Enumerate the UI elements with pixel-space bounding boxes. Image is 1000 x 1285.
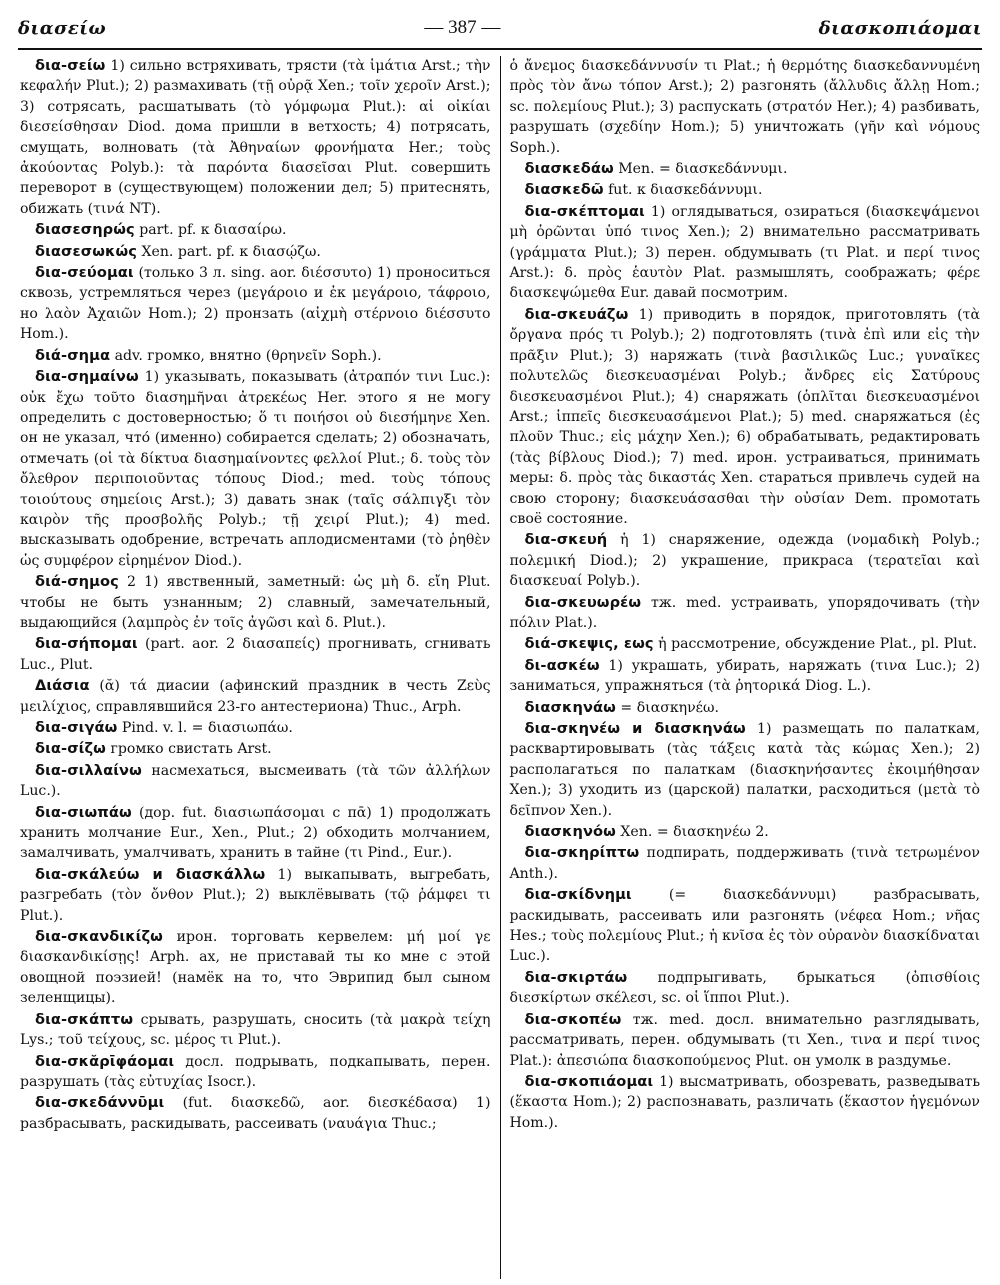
entry-headword: διά-σημος xyxy=(35,573,119,591)
entry-headword: διασκεδάω xyxy=(524,160,614,178)
entry-definition: (part. aor. 2 διασαπείς) прогнивать, сгнивать Luc., Plut. xyxy=(20,636,491,673)
entry-headword: δια-σκηρίπτω xyxy=(524,844,640,862)
entry-definition: Men. = διασκεδάννυμι. xyxy=(613,161,788,178)
dictionary-entry xyxy=(20,56,491,219)
dictionary-entry xyxy=(510,822,981,842)
page-number: — 387 — xyxy=(424,17,501,38)
dictionary-entry xyxy=(510,56,981,158)
entry-headword: Διάσια xyxy=(35,677,90,695)
dictionary-entry xyxy=(510,968,981,1009)
entry-headword: δια-σιγάω xyxy=(35,719,118,736)
entry-definition: 1) приводить в порядок, приготовлять (τὰ ὄργανα πρός τι Polyb.); 2) подготовлять (τινὰ ἐπὶ или εἰς τὴν πρᾶξιν Plut.); 3) наряжать (τινὰ βασιλικῶς Luc.; γυναῖκες πολυτελῶς διεσκευασμέναι Polyb.; ἄνδρες εἰς Σατύρους διεσκευασμένοι Plut.); 4) снаряжать (ὁπλῖται διεσκευασμένοι Arst.; ἱππεῖς διεσκευασάμενοι Plat.); 5) med. снаряжаться (ἐς πλοῦν Thuc.; εἰς μάχην Xen.); 6) обрабатывать, редактировать (τὰς βίβλους Diod.); 7) med. ирон. устраиваться, принимать меры: δ. πρὸς τὰς δικαστάς Xen. стараться привлечь судей на свою сторону; διασκευάσασθαι τὴν οὐσίαν Dem. промотать своё состояние. xyxy=(509,306,980,527)
entry-definition: (ᾰ) τά диасии (афинский праздник в честь Ζεὺς μειλίχιος, справлявшийся 23-го антестериона) Thuc., Arph. xyxy=(20,678,491,715)
entry-definition: подпрыгивать, брыкаться (ὀπισθίοις διεσκίρτων σκέλεσι, sc. οἱ ἵπποι Plut.). xyxy=(509,969,980,1007)
entry-headword: δια-σιωπάω xyxy=(35,803,132,821)
entry-definition: ἡ рассмотрение, обсуждение Plat., pl. Plut. xyxy=(653,636,977,653)
dictionary-entry xyxy=(510,843,981,884)
entry-definition: срывать, разрушать, сносить (τὰ μακρὰ τείχη Lys.; τοῦ τείχους, sc. μέρος τι Plut.). xyxy=(20,1011,491,1049)
entry-definition: ὁ ἄνεμος διασκεδάννυσίν τι Plat.; ἡ θερμότης διασκεδαννυμένη πρὸς τὸν ἄνω τόπον Arst.); 2) разгонять (ἄλλυδις ἄλλῃ Hom.; sc. πολεμίους Plut.); 3) распускать (στρατόν Her.); 4) разбивать, разрушать (σχεδίην Hom.); 5) уничтожать (γῆν καὶ νόμους Soph.). xyxy=(509,58,980,156)
entry-headword: δια-σκέπτομαι xyxy=(524,202,645,220)
entry-definition: тж. med. досл. внимательно разглядывать, рассматривать, перен. обдумывать (τι Xen., τινα и περί τινος Plat.): ἀπεσιώπα διασκοπούμενος Plut. он умолк в раздумье. xyxy=(509,1011,980,1069)
entry-headword: δια-σκευωρέω xyxy=(524,593,642,611)
dictionary-entry xyxy=(510,885,981,967)
entry-definition: 1) высматривать, обозревать, разведывать (ἕκαστα Hom.); 2) распознавать, различать (ἕκαστον ἡγεμόνων Hom.). xyxy=(509,1073,980,1131)
entry-headword: δια-σκοπιάομαι xyxy=(524,1072,654,1090)
entry-headword: διασεσηρώς xyxy=(35,221,135,239)
entry-headword: δια-σκίδνημι xyxy=(524,886,632,904)
dictionary-entry xyxy=(510,530,981,591)
running-head-left: διασείω xyxy=(18,17,107,39)
dictionary-entry xyxy=(20,242,491,262)
entry-definition: Xen. = διασκηνέω 2. xyxy=(615,824,769,841)
entry-headword: διασκηνόω xyxy=(524,823,616,841)
entry-headword: δια-σεύομαι xyxy=(35,264,134,282)
entry-headword: δια-σίζω xyxy=(35,740,106,758)
entry-definition: (fut. διασκεδῶ, aor. διεσκέδασα) 1) разбрасывать, раскидывать, рассеивать (ναυάγια Thuc.; xyxy=(20,1095,491,1132)
entry-headword: δια-σκάπτω xyxy=(35,1010,134,1028)
entry-headword: δια-σημαίνω xyxy=(35,368,139,386)
entry-definition: (дор. fut. διασιωπάσομαι с πᾱ) 1) продолжать хранить молчание Eur., Xen., Plut.; 2) обходить молчанием, замалчивать, умалчивать, хранить в тайне (τι Pind., Eur.). xyxy=(20,804,491,862)
entry-headword: δια-σήπομαι xyxy=(35,635,138,653)
dictionary-entry xyxy=(20,739,491,759)
entry-definition: (только 3 л. sing. aor. διέσσυτο) 1) проноситься сквозь, устремляться через (μεγάροιο и ἐκ μεγάροιο, τάφροιο, но λαὸν Ἀχαιῶν Hom.); 2) пронзать (αἰχμὴ στέρνοιο διέσσυτο Hom.). xyxy=(20,265,491,343)
dictionary-entry xyxy=(510,634,981,654)
dictionary-entry xyxy=(20,263,491,345)
entry-headword: διασεσωκώς xyxy=(35,242,137,260)
page-header xyxy=(18,8,982,50)
entry-headword: δια-σκευή xyxy=(524,531,608,549)
entry-headword: δια-σκιρτάω xyxy=(524,968,628,986)
dictionary-entry xyxy=(510,593,981,634)
dictionary-entry xyxy=(20,1052,491,1093)
entry-definition: = διασκηνέω. xyxy=(615,699,719,716)
dictionary-entry xyxy=(20,367,491,571)
dictionary-entry xyxy=(510,698,981,718)
entry-definition: 1) размещать по палаткам, расквартировывать (τὰς τάξεις κατὰ τὰς κώμας Xen.); 2) располагаться по палаткам (διασκηνήσαντες ἐκοιμήθησαν Xen.); 3) уходить из (царской) палатки, расходиться (μετὰ τὸ δεῖπνον Xen.). xyxy=(509,721,980,819)
entry-headword: δια-σκοπέω xyxy=(524,1010,622,1028)
dictionary-entry xyxy=(20,803,491,864)
entry-headword: διασκηνάω xyxy=(524,698,616,716)
entry-definition: досл. подрывать, подкапывать, перен. разрушать (τὰς εὐτυχίας Isocr.). xyxy=(20,1053,491,1090)
entry-headword: διασκεδῶ xyxy=(524,181,604,199)
dictionary-entry xyxy=(510,180,981,200)
dictionary-entry xyxy=(20,634,491,675)
entry-headword: δια-σκᾰρῑφάομαι xyxy=(35,1052,175,1070)
entry-headword: δια-σείω xyxy=(35,57,106,74)
dictionary-entry xyxy=(510,305,981,529)
entry-definition: ἡ 1) снаряжение, одежда (νομαδικὴ Polyb.; πολεμική Diod.); 2) украшение, прикраса (τερατεῖαι καὶ διασκευαί Polyb.). xyxy=(509,532,980,590)
right-column xyxy=(501,56,983,1279)
entry-headword: δια-σκανδικίζω xyxy=(35,928,163,946)
entry-definition: Xen. part. pf. к διασῴζω. xyxy=(136,243,321,260)
entry-definition: fut. к διασκεδάννυμι. xyxy=(603,182,763,199)
dictionary-entry xyxy=(510,1072,981,1133)
dictionary-entry xyxy=(510,159,981,179)
entry-definition: 1) указывать, показывать (ἀτραπόν τινι Luc.): οὐκ ἔχω τοῦτο διασημῆναι ἀτρεκέως Her. этого я не могу определить с достоверностью; ὅ τι ποιήσοι οὐ διεσήμηνε Xen. он не указал, что́ (именно) собирается сделать; 2) обозначать, отмечать (οἱ τὰ δίκτυα διασημαίνοντες φελλοί Plut.; δ. τοὺς τὸν ὄλεθρον περιποιοῦντας τόπους Diod.; med. τοὺς τόπους τοιούτους σημείοις Arst.); 3) давать знак (ταῖς σάλπιγξι τὸν καιρὸν τῆς προσβολῆς Polyb.; τῇ χειρί Plut.); 4) med. высказывать одобрение, встречать аплодисментами (τὸ ῥηθὲν ὡς συμφέρον εἰρημένον Diod.). xyxy=(20,369,491,569)
entry-definition: 1) украшать, убирать, наряжать (τινα Luc.); 2) заниматься, упражняться (τὰ ῥητορικά Diog. L.). xyxy=(509,657,980,695)
entry-headword: δια-σκηνέω и διασκηνάω xyxy=(524,720,746,737)
entry-definition: 1) выкапывать, выгребать, разгребать (τὸν ὄνθον Plut.); 2) выклёвывать (τῷ ῥάμφει τι Plut.). xyxy=(20,866,491,924)
dictionary-entry xyxy=(510,656,981,697)
entry-definition: 1) оглядываться, озираться (διασκεψάμενοι μὴ ὁρῶνται ὑπό τινος Xen.); 2) внимательно рассматривать (γράμματα Plut.); 3) перен. обдумывать (τι Plat. и περί τινος Arst.): δ. πρὸς ἑαυτὸν Plat. размышлять, соображать; φέρε διασκεψώμεθα Eur. давай посмотрим. xyxy=(509,203,980,302)
entry-headword: δια-σκεδάννῡμι xyxy=(35,1094,165,1112)
dictionary-entry xyxy=(510,202,981,304)
dictionary-entry xyxy=(20,1010,491,1051)
entry-definition: adv. громко, внятно (θρηνεῖν Soph.). xyxy=(110,347,382,364)
dictionary-entry xyxy=(20,220,491,240)
dictionary-entry xyxy=(20,718,491,738)
entry-headword: δια-σιλλαίνω xyxy=(35,761,142,779)
entry-definition: подпирать, поддерживать (τινὰ τετρωμένον Anth.). xyxy=(509,845,980,882)
dictionary-entry xyxy=(20,1093,491,1134)
entry-headword: διά-σημα xyxy=(35,346,111,364)
running-head-right: διασκοπιάομαι xyxy=(818,17,982,39)
entry-definition: 2 1) явственный, заметный: ὡς μὴ δ. εἴη Plut. чтобы не быть узнанным; 2) славный, замечательный, выдающийся (λαμπρὸς ἐν τοῖς ἀγῶσι καὶ δ. Plut.). xyxy=(20,574,491,631)
dictionary-columns xyxy=(18,56,982,1279)
dictionary-entry xyxy=(20,346,491,366)
entry-definition: громко свистать Arst. xyxy=(105,741,272,758)
entry-headword: δι-ασκέω xyxy=(524,656,600,674)
entry-definition: 1) сильно встряхивать, трясти (τὰ ἱμάτια Arst.; τὴν κεφαλήν Plut.); 2) размахивать (τῇ οὐρᾷ Xen.; τοῖν χεροῖν Arst.); 3) сотрясать, расшатывать (τὸ γόμφωμα Plut.): αἱ οἰκίαι διεσείσθησαν Diod. дома пришли в ветхость; 4) потрясать, смущать, волновать (τὰ Ἀθηναίων φρονήματα Her.; τοὺς ἀκούοντας Polyb.): τὰ παρόντα διασεῖσαι Plut. совершить переворот в (существующем) положении дел; 5) притеснять, обижать (τινά NT). xyxy=(20,58,491,217)
left-column xyxy=(18,56,500,1279)
entry-definition: ирон. торговать кервелем: μή μοί γε διασκανδικίσῃς! Arph. ах, не приставай ты ко мне с этой овощной поэзией! (намёк на то, что Эврипид был сыном зеленщицы). xyxy=(20,929,491,1007)
dictionary-entry xyxy=(20,865,491,926)
dictionary-entry xyxy=(510,1010,981,1071)
dictionary-entry xyxy=(20,761,491,802)
entry-definition: Pind. v. l. = διασιωπάω. xyxy=(117,720,293,736)
entry-definition: (= διασκεδάννυμι) разбрасывать, раскидывать, рассеивать или разгонять (νέφεα Hom.; νῆας Hes.; τοὺς πολεμίους Plut.; ἡ κνῖσα ἐς τὸν οὐρανὸν διασκίδναται Luc.). xyxy=(509,887,980,965)
dictionary-entry xyxy=(20,927,491,1009)
entry-headword: δια-σκευάζω xyxy=(524,305,629,323)
entry-definition: part. pf. к διασαίρω. xyxy=(134,222,287,239)
entry-definition: тж. med. устраивать, упорядочивать (τὴν πόλιν Plat.). xyxy=(509,594,980,631)
dictionary-entry xyxy=(20,676,491,717)
dictionary-entry xyxy=(20,572,491,633)
entry-definition: насмехаться, высмеивать (τὰ τῶν ἀλλήλων Luc.). xyxy=(20,762,491,800)
entry-headword: διά-σκεψις, εως xyxy=(524,635,654,653)
entry-headword: δια-σκάλεύω и διασκάλλω xyxy=(35,865,266,883)
dictionary-entry xyxy=(510,719,981,821)
